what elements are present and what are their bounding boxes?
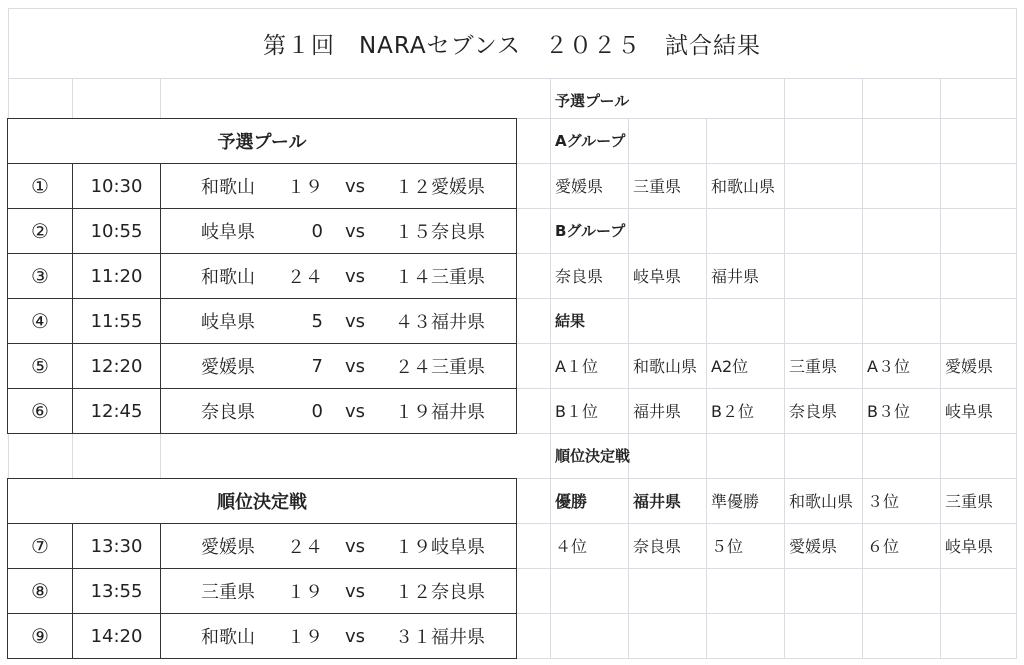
- match-time: 12:45: [73, 389, 161, 434]
- match-number: ⑥: [8, 389, 73, 434]
- match-number: ②: [8, 209, 73, 254]
- score1: 0: [311, 400, 323, 422]
- pool-header-row: [8, 119, 517, 164]
- result-cell: A１位: [555, 356, 598, 376]
- score1: １９: [287, 627, 323, 648]
- match-time: 11:20: [73, 254, 161, 299]
- match-time: 13:30: [73, 524, 161, 569]
- grid-line: [160, 433, 161, 478]
- team2: 福井県: [431, 312, 485, 333]
- grid-line: [1016, 8, 1017, 658]
- result-cell: B１位: [555, 401, 598, 421]
- match-cell: [161, 299, 517, 344]
- score2: ３１: [395, 627, 431, 648]
- grid-line: [516, 298, 1017, 299]
- score1: 0: [311, 220, 323, 242]
- team2: 奈良県: [431, 582, 485, 603]
- score2: ２４: [395, 357, 431, 378]
- match-number: ③: [8, 254, 73, 299]
- team1: 和歌山: [201, 627, 255, 648]
- team2: 三重県: [431, 357, 485, 378]
- match-cell: [161, 614, 517, 659]
- result-cell: B２位: [711, 401, 754, 421]
- match-cell: [161, 524, 517, 569]
- team2: 福井県: [431, 402, 485, 423]
- match-number: ④: [8, 299, 73, 344]
- score2: ４３: [395, 312, 431, 333]
- result-cell: 福井県: [633, 401, 682, 421]
- team1: 和歌山: [201, 177, 255, 198]
- pool-header: 予選プール: [8, 119, 517, 164]
- match-time: 14:20: [73, 614, 161, 659]
- grid-line: [72, 433, 73, 478]
- vs-label: vs: [344, 220, 366, 242]
- score1: 5: [311, 310, 323, 332]
- final-rank-team: 福井県: [633, 491, 682, 511]
- final-rank-team: 三重県: [945, 491, 994, 511]
- table-row: [8, 569, 517, 614]
- vs-label: vs: [344, 265, 366, 287]
- final-rank-team: 愛媛県: [789, 536, 838, 556]
- match-cell: [161, 344, 517, 389]
- score1: ２４: [287, 537, 323, 558]
- group-b-team: 福井県: [711, 266, 760, 286]
- match-cell: [161, 209, 517, 254]
- pool-table: [7, 118, 517, 434]
- vs-label: vs: [344, 175, 366, 197]
- team1: 三重県: [201, 582, 255, 603]
- score2: １２: [395, 582, 431, 603]
- match-cell: [161, 254, 517, 299]
- grid-line: [72, 78, 73, 118]
- match-number: ⑧: [8, 569, 73, 614]
- score2: １２: [395, 177, 431, 198]
- team2: 岐阜県: [431, 537, 485, 558]
- group-b-team: 岐阜県: [633, 266, 682, 286]
- final-title: 順位決定戦: [555, 446, 631, 465]
- match-number: ①: [8, 164, 73, 209]
- result-cell: 和歌山県: [633, 356, 698, 376]
- final-rank-team: 奈良県: [633, 536, 682, 556]
- table-row: [8, 209, 517, 254]
- table-row: [8, 344, 517, 389]
- ranking-table: [7, 478, 517, 659]
- result-cell: B３位: [867, 401, 910, 421]
- score2: １５: [395, 222, 431, 243]
- final-rank-label: 優勝: [555, 491, 588, 511]
- group-b-team: 奈良県: [555, 266, 604, 286]
- match-number: ⑨: [8, 614, 73, 659]
- pool-summary-title: 予選プール: [555, 91, 630, 110]
- ranking-header: 順位決定戦: [8, 479, 517, 524]
- table-row: [8, 389, 517, 434]
- team2: 三重県: [431, 267, 485, 288]
- match-time: 10:30: [73, 164, 161, 209]
- vs-label: vs: [344, 400, 366, 422]
- team1: 岐阜県: [201, 222, 255, 243]
- group-a-team: 愛媛県: [555, 176, 604, 196]
- score1: 7: [311, 355, 323, 377]
- group-a-team: 和歌山県: [711, 176, 776, 196]
- team1: 和歌山: [201, 267, 255, 288]
- score1: １９: [287, 177, 323, 198]
- final-rank-label: ５位: [711, 536, 744, 556]
- result-cell: 岐阜県: [945, 401, 994, 421]
- vs-label: vs: [344, 535, 366, 557]
- match-time: 11:55: [73, 299, 161, 344]
- match-number: ⑤: [8, 344, 73, 389]
- table-row: [8, 164, 517, 209]
- score2: １４: [395, 267, 431, 288]
- result-cell: 三重県: [789, 356, 838, 376]
- team1: 奈良県: [201, 402, 255, 423]
- table-row: [8, 254, 517, 299]
- match-time: 12:20: [73, 344, 161, 389]
- match-number: ⑦: [8, 524, 73, 569]
- grid-line: [516, 568, 1017, 569]
- results-title: 結果: [555, 311, 586, 330]
- final-rank-label: ４位: [555, 536, 588, 556]
- ranking-header-row: [8, 479, 517, 524]
- table-row: [8, 614, 517, 659]
- final-rank-label: 準優勝: [711, 491, 760, 511]
- score1: ２４: [287, 267, 323, 288]
- result-cell: 奈良県: [789, 401, 838, 421]
- grid-line: [516, 613, 1017, 614]
- grid-line: [160, 78, 161, 118]
- vs-label: vs: [344, 625, 366, 647]
- vs-label: vs: [344, 580, 366, 602]
- vs-label: vs: [344, 355, 366, 377]
- team1: 岐阜県: [201, 312, 255, 333]
- team2: 奈良県: [431, 222, 485, 243]
- match-time: 10:55: [73, 209, 161, 254]
- result-cell: A３位: [867, 356, 910, 376]
- match-cell: [161, 164, 517, 209]
- match-cell: [161, 389, 517, 434]
- final-rank-label: ６位: [867, 536, 900, 556]
- team2: 愛媛県: [431, 177, 485, 198]
- table-row: [8, 299, 517, 344]
- team2: 福井県: [431, 627, 485, 648]
- final-rank-team: 岐阜県: [945, 536, 994, 556]
- match-cell: [161, 569, 517, 614]
- score2: １９: [395, 402, 431, 423]
- result-cell: A2位: [711, 356, 749, 376]
- team1: 愛媛県: [201, 357, 255, 378]
- page-title: 第１回 NARAセブンス ２０２５ 試合結果: [8, 8, 1016, 79]
- group-b-title: Bグループ: [555, 221, 626, 240]
- vs-label: vs: [344, 310, 366, 332]
- match-time: 13:55: [73, 569, 161, 614]
- group-a-team: 三重県: [633, 176, 682, 196]
- group-a-title: Aグループ: [555, 131, 626, 150]
- team1: 愛媛県: [201, 537, 255, 558]
- score1: １９: [287, 582, 323, 603]
- score2: １９: [395, 537, 431, 558]
- result-cell: 愛媛県: [945, 356, 994, 376]
- final-rank-label: ３位: [867, 491, 900, 511]
- final-rank-team: 和歌山県: [789, 491, 854, 511]
- table-row: [8, 524, 517, 569]
